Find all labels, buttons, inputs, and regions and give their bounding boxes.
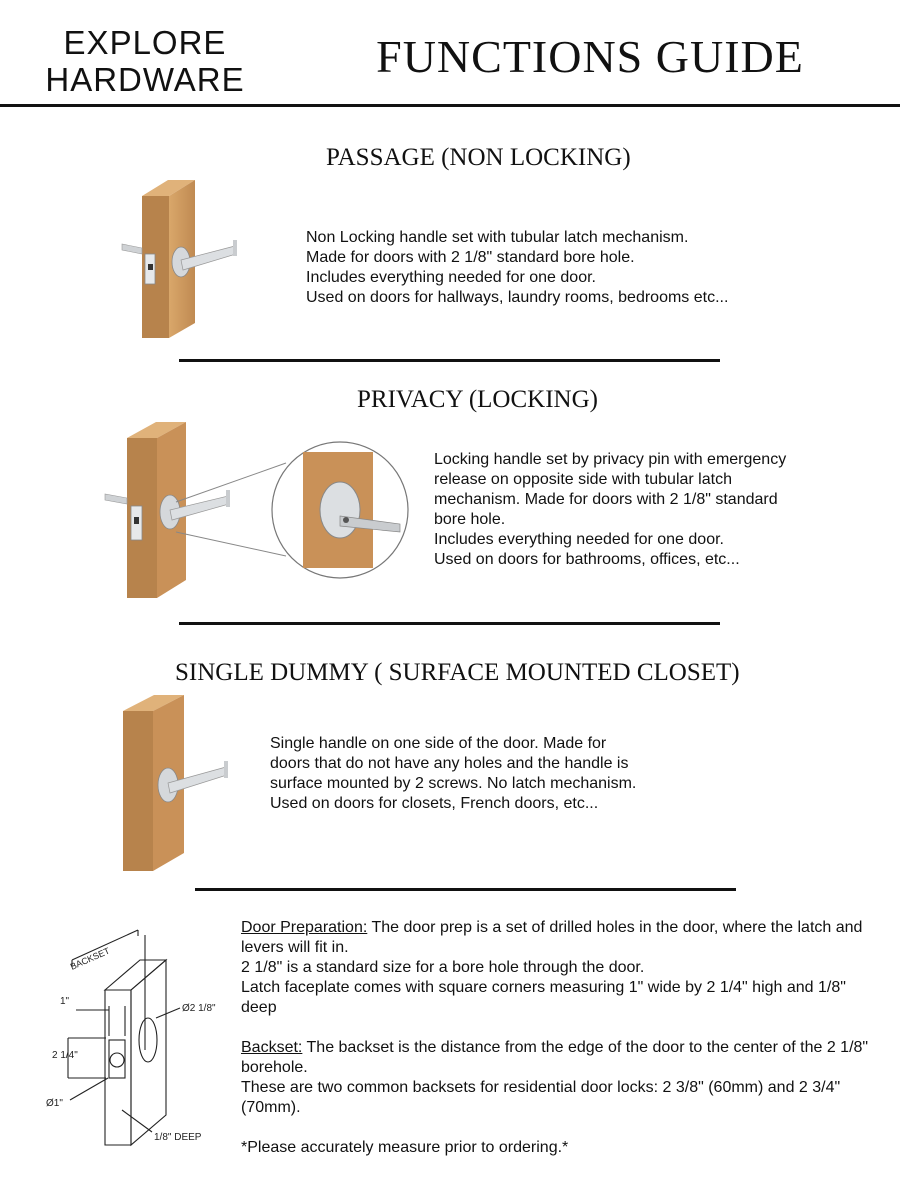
door-prep-text xyxy=(241,918,871,1158)
diagram-label-height: 2 1/4" xyxy=(52,1050,78,1061)
section-divider-2 xyxy=(179,622,720,625)
privacy-line-3: mechanism. Made for doors with 2 1/8" standard xyxy=(434,491,778,508)
passage-line-4: Used on doors for hallways, laundry rooms, bedrooms etc... xyxy=(306,289,729,306)
passage-line-1: Non Locking handle set with tubular latch mechanism. xyxy=(306,229,689,246)
door-prep-line-3: Latch faceplate comes with square corners measuring 1" wide by 2 1/4" high and 1/8" deep xyxy=(241,979,846,1016)
privacy-line-4: bore hole. xyxy=(434,511,506,528)
diagram-label-latch: Ø1" xyxy=(46,1098,63,1109)
brand-logo xyxy=(40,24,250,98)
door-prep-body: The door prep is a set of drilled holes in the door, where the latch and levers will fit in. xyxy=(241,919,863,956)
privacy-line-1: Locking handle set by privacy pin with emergency xyxy=(434,451,787,468)
single-dummy-description xyxy=(270,734,750,814)
single-dummy-line-1: Single handle on one side of the door. Made for xyxy=(270,735,607,752)
backset-paragraph xyxy=(241,1038,871,1078)
passage-line-2: Made for doors with 2 1/8" standard bore hole. xyxy=(306,249,635,266)
diagram-label-width: 1" xyxy=(60,996,70,1007)
backset-line-2: These are two common backsets for residential door locks: 2 3/8" (60mm) and 2 3/4" (70mm). xyxy=(241,1079,841,1116)
single-dummy-line-4: Used on doors for closets, French doors, etc... xyxy=(270,795,599,812)
door-prep-diagram xyxy=(40,910,230,1150)
single-dummy-line-3: surface mounted by 2 screws. No latch mechanism. xyxy=(270,775,637,792)
measure-note: *Please accurately measure prior to ordering.* xyxy=(241,1139,569,1156)
backset-body: The backset is the distance from the edge of the door to the center of the 2 1/8" borehole. xyxy=(241,1039,869,1076)
diagram-label-bore: Ø2 1/8" xyxy=(182,1003,216,1014)
section-title-privacy: PRIVACY (LOCKING) xyxy=(357,386,598,413)
section-title-single-dummy: SINGLE DUMMY ( SURFACE MOUNTED CLOSET) xyxy=(175,659,740,686)
brand-line-1: EXPLORE xyxy=(63,24,227,61)
diagram-label-backset: BACKSET xyxy=(68,945,112,972)
header-divider xyxy=(0,104,900,107)
brand-line-2: HARDWARE xyxy=(45,61,245,98)
privacy-description xyxy=(434,450,874,570)
door-prep-paragraph xyxy=(241,918,871,958)
passage-line-3: Includes everything needed for one door. xyxy=(306,269,596,286)
single-dummy-line-2: doors that do not have any holes and the handle is xyxy=(270,755,629,772)
privacy-line-5: Includes everything needed for one door. xyxy=(434,531,724,548)
privacy-line-6: Used on doors for bathrooms, offices, etc... xyxy=(434,551,740,568)
page-title: FUNCTIONS GUIDE xyxy=(376,31,804,82)
door-prep-line-2: 2 1/8" is a standard size for a bore hole through the door. xyxy=(241,959,645,976)
door-prep-heading: Door Preparation: xyxy=(241,919,368,936)
single-dummy-door-illustration xyxy=(110,693,240,875)
section-divider-1 xyxy=(179,359,720,362)
privacy-line-2: release on opposite side with tubular latch xyxy=(434,471,732,488)
privacy-door-illustration xyxy=(100,420,420,600)
section-title-passage: PASSAGE (NON LOCKING) xyxy=(326,144,631,171)
backset-heading: Backset: xyxy=(241,1039,303,1056)
section-divider-3 xyxy=(195,888,736,891)
passage-description xyxy=(306,228,866,308)
passage-door-illustration xyxy=(115,178,245,340)
diagram-label-depth: 1/8" DEEP xyxy=(154,1132,202,1143)
